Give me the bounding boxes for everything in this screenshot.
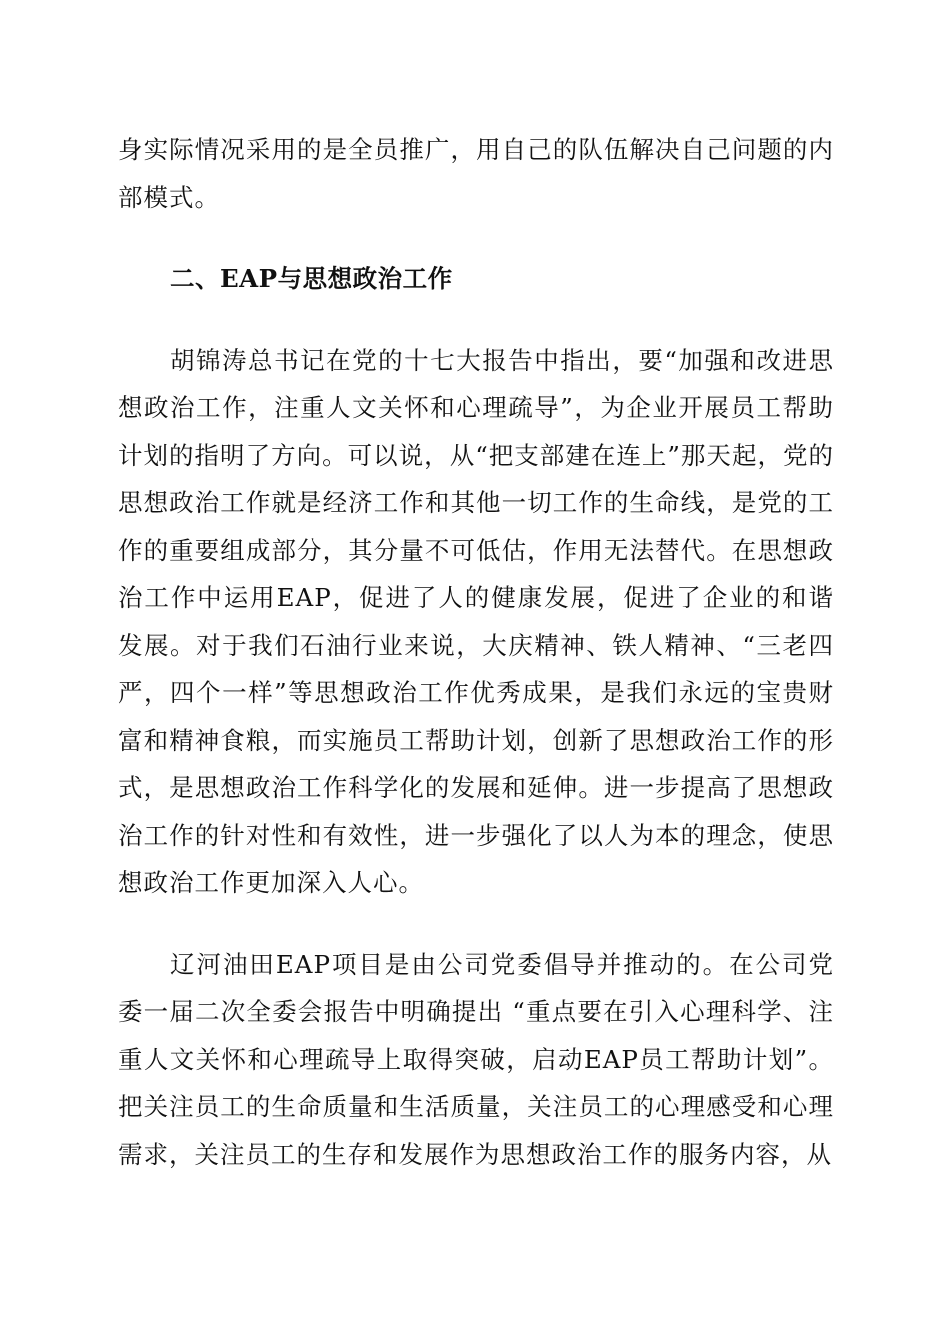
section-heading: 二、EAP与思想政治工作 <box>170 264 453 293</box>
document-body <box>118 126 834 1178</box>
paragraph-continuation: 身实际情况采用的是全员推广，用自己的队伍解决自己问题的内部模式。 <box>118 135 834 212</box>
paragraph-eap-politics: 胡锦涛总书记在党的十七大报告中指出，要“加强和改进思想政治工作，注重人文关怀和心理疏导”，为企业开展员工帮助计划的指明了方向。可以说，从“把支部建在连上”那天起，党的思想政治工作就是经济工作和其他一切工作的生命线，是党的工作的重要组成部分，其分量不可低估，作用无法替代。在思想政治工作中运用EAP，促进了人的健康发展，促进了企业的和谐发展。对于我们石油行业来说，大庆精神、铁人精神、“三老四严，四个一样”等思想政治工作优秀成果，是我们永远的宝贵财富和精神食粮，而实施员工帮助计划，创新了思想政治工作的形式，是思想政治工作科学化的发展和延伸。进一步提高了思想政治工作的针对性和有效性，进一步强化了以人为本的理念，使思想政治工作更加深入人心。 <box>118 345 834 897</box>
paragraph-liaohe-eap: 辽河油田EAP项目是由公司党委倡导并推动的。在公司党委一届二次全委会报告中明确提出 “重点要在引入心理科学、注重人文关怀和心理疏导上取得突破，启动EAP员工帮助计划”。把关注员工的生命质量和生活质量，关注员工的心理感受和心理需求，关注员工的生存和发展作为思想政治工作的服务内容，从 <box>118 949 834 1169</box>
